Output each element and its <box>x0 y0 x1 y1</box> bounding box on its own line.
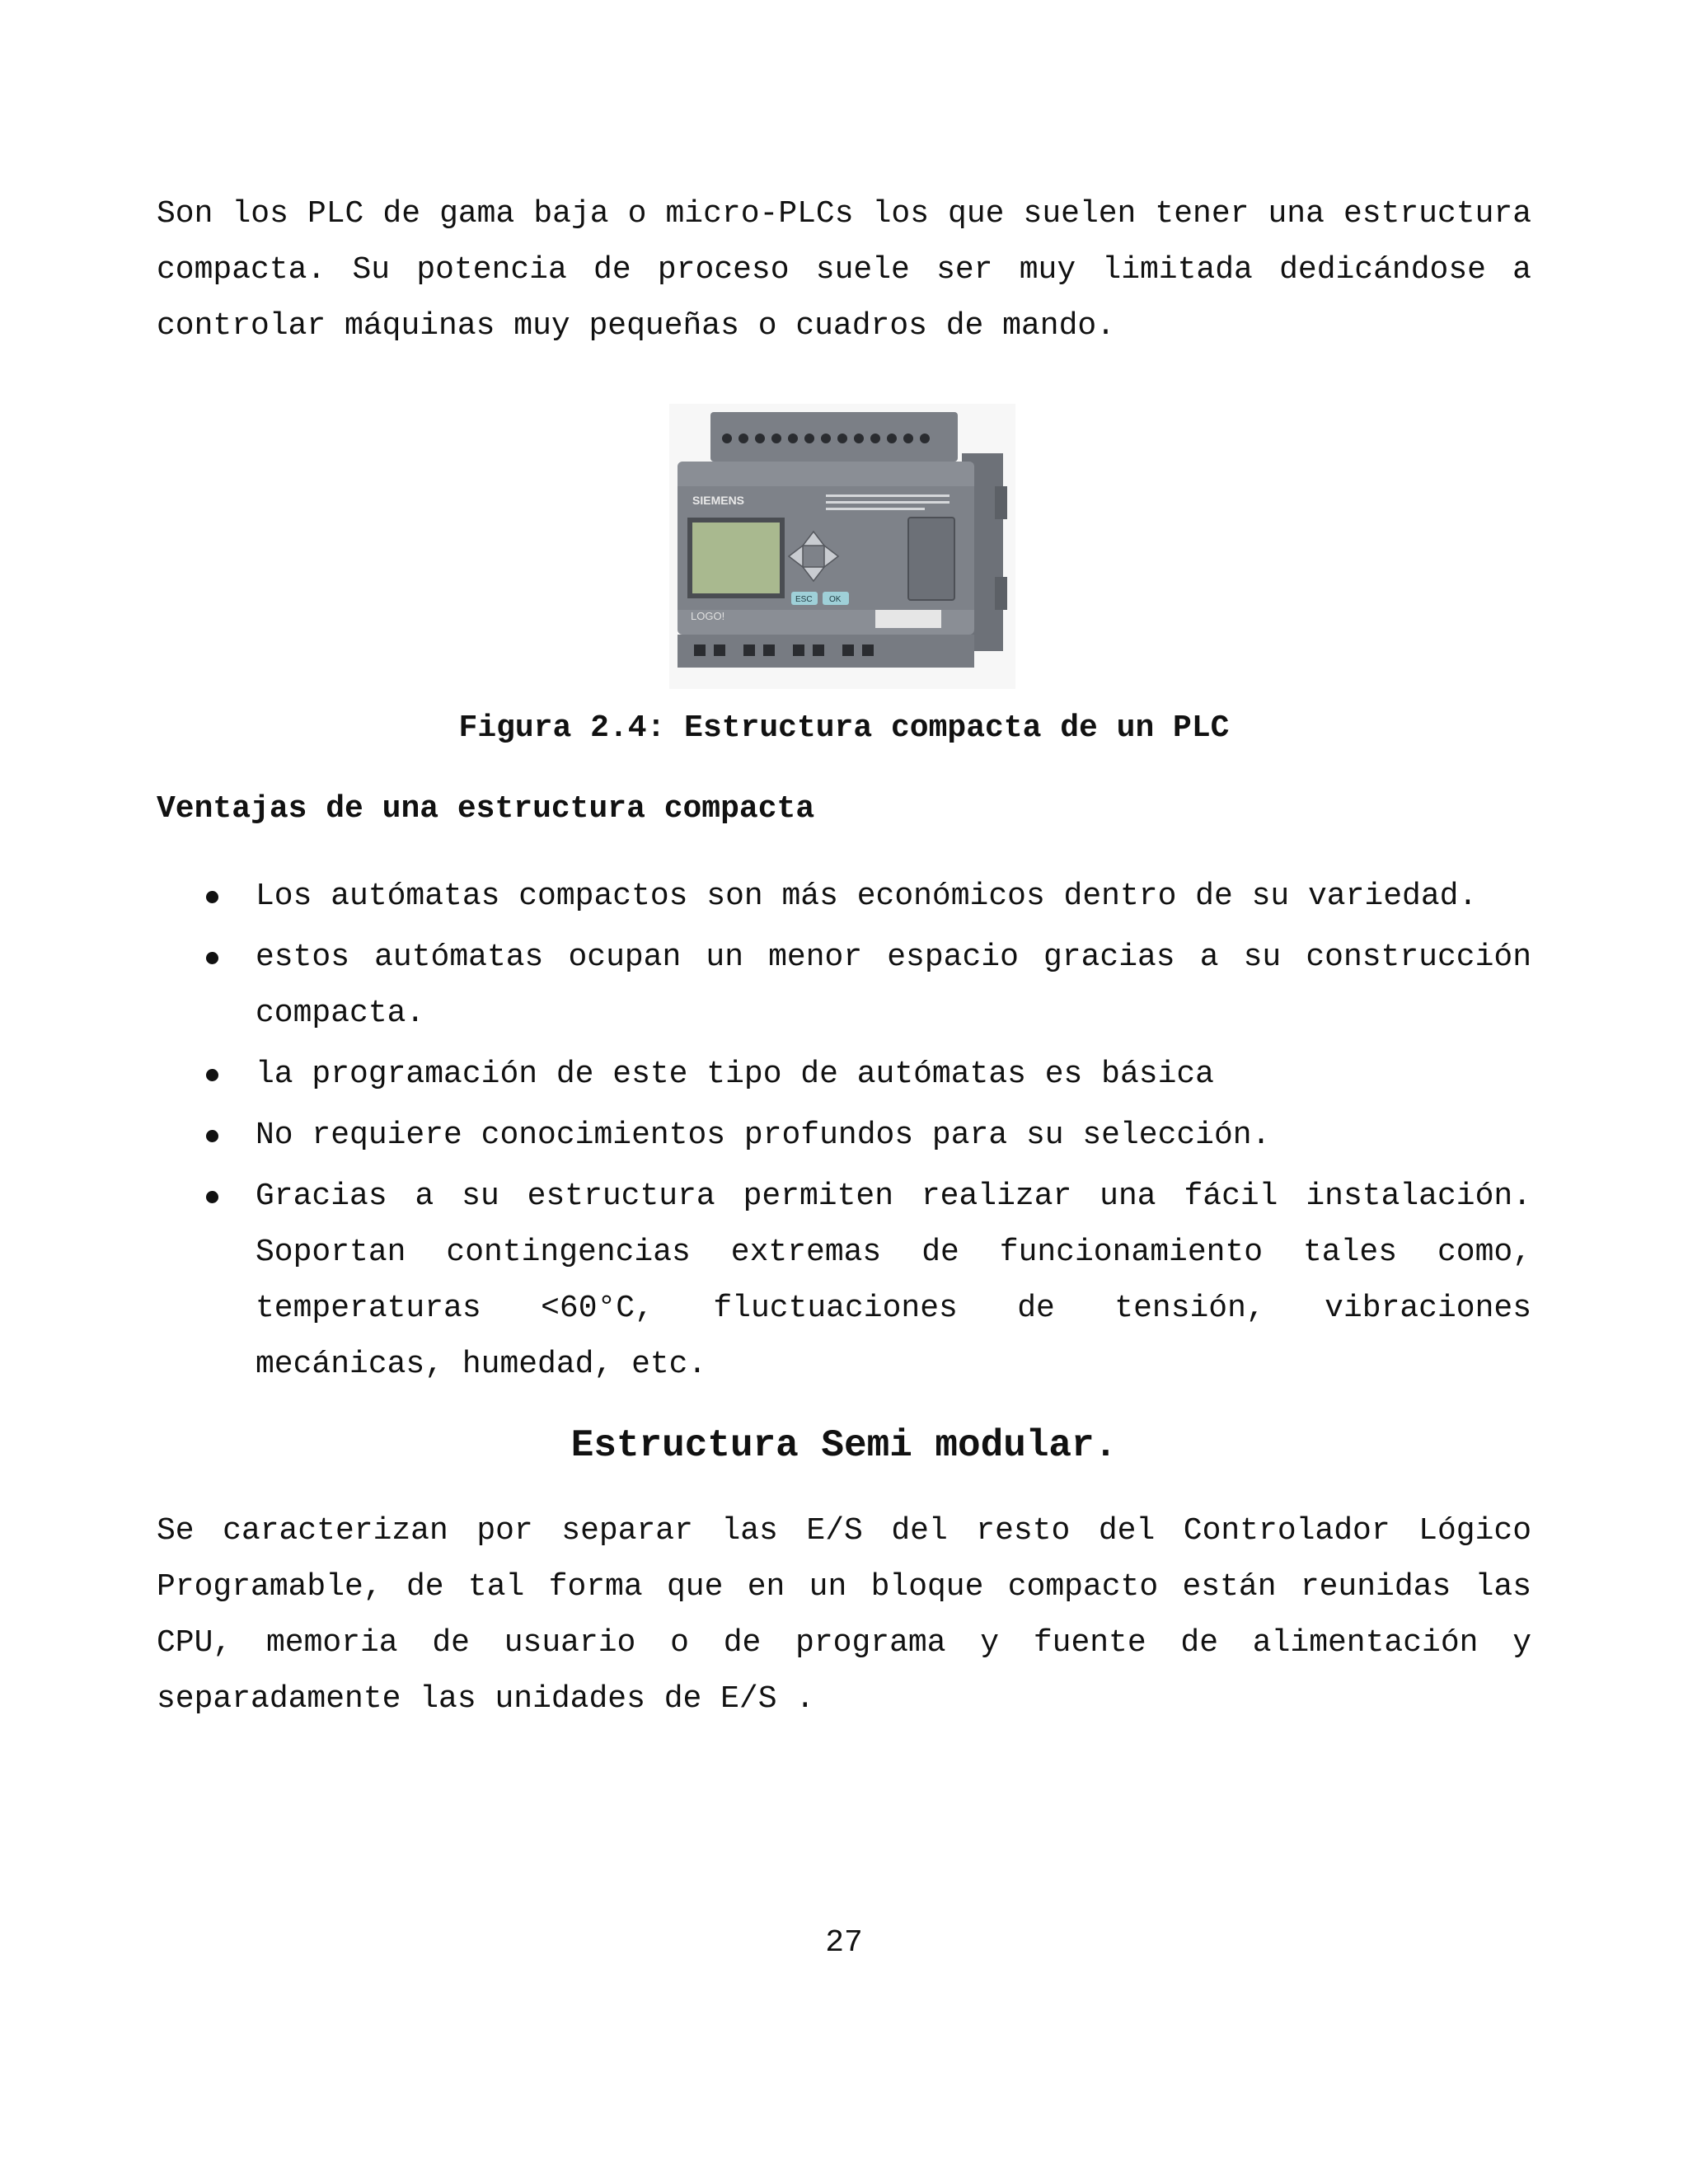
esc-label: ESC <box>795 595 813 604</box>
bullet-icon <box>206 1069 218 1081</box>
plc-device-photo-icon <box>669 404 1015 689</box>
bullet-icon <box>206 1130 218 1142</box>
semi-modular-paragraph: Se caracterizan por separar las E/S del resto del Controlador Lógico Programable, de tal forma que en un bloque compacto están reunidas las CPU, memoria de usuario o de programa y fuente de alimentación y separadamente las unidades de E/S . <box>157 1513 1531 1717</box>
page-number: 27 <box>825 1925 863 1961</box>
model-label: LOGO! <box>691 610 725 622</box>
figure-caption: Figura 2.4: Estructura compacta de un PLC <box>458 710 1230 746</box>
figure <box>157 404 1531 689</box>
ok-label: OK <box>829 595 842 604</box>
advantages-list <box>157 869 1531 1393</box>
list-item-text: estos autómatas ocupan un menor espacio gracias a su construcción compacta. <box>256 940 1531 1031</box>
semi-modular-title: Estructura Semi modular. <box>570 1424 1118 1467</box>
list-item <box>157 869 1531 925</box>
document-page <box>157 186 1531 1727</box>
bullet-icon <box>206 891 218 903</box>
bullet-icon <box>206 1191 218 1203</box>
list-item <box>157 1047 1531 1103</box>
list-item <box>157 930 1531 1042</box>
list-item-text: Los autómatas compactos son más económicos dentro de su variedad. <box>256 879 1478 914</box>
list-item-text: No requiere conocimientos profundos para su selección. <box>256 1118 1271 1153</box>
bullet-icon <box>206 952 218 964</box>
advantages-heading: Ventajas de una estructura compacta <box>157 791 815 827</box>
brand-label: SIEMENS <box>692 494 745 507</box>
list-item <box>157 1108 1531 1164</box>
intro-paragraph: Son los PLC de gama baja o micro-PLCs los que suelen tener una estructura compacta. Su potencia de proceso suele ser muy limitada dedicándose a controlar máquinas muy pequeñas o cuadros de mando. <box>157 196 1531 344</box>
list-item-text: Gracias a su estructura permiten realizar una fácil instalación. Soportan contingencias extremas de funcionamiento tales como, temperaturas <60°C, fluctuaciones de tensión, vibraciones mecánicas, humedad, etc. <box>256 1179 1531 1382</box>
list-item-text: la programación de este tipo de autómatas es básica <box>256 1057 1214 1092</box>
list-item <box>157 1169 1531 1393</box>
